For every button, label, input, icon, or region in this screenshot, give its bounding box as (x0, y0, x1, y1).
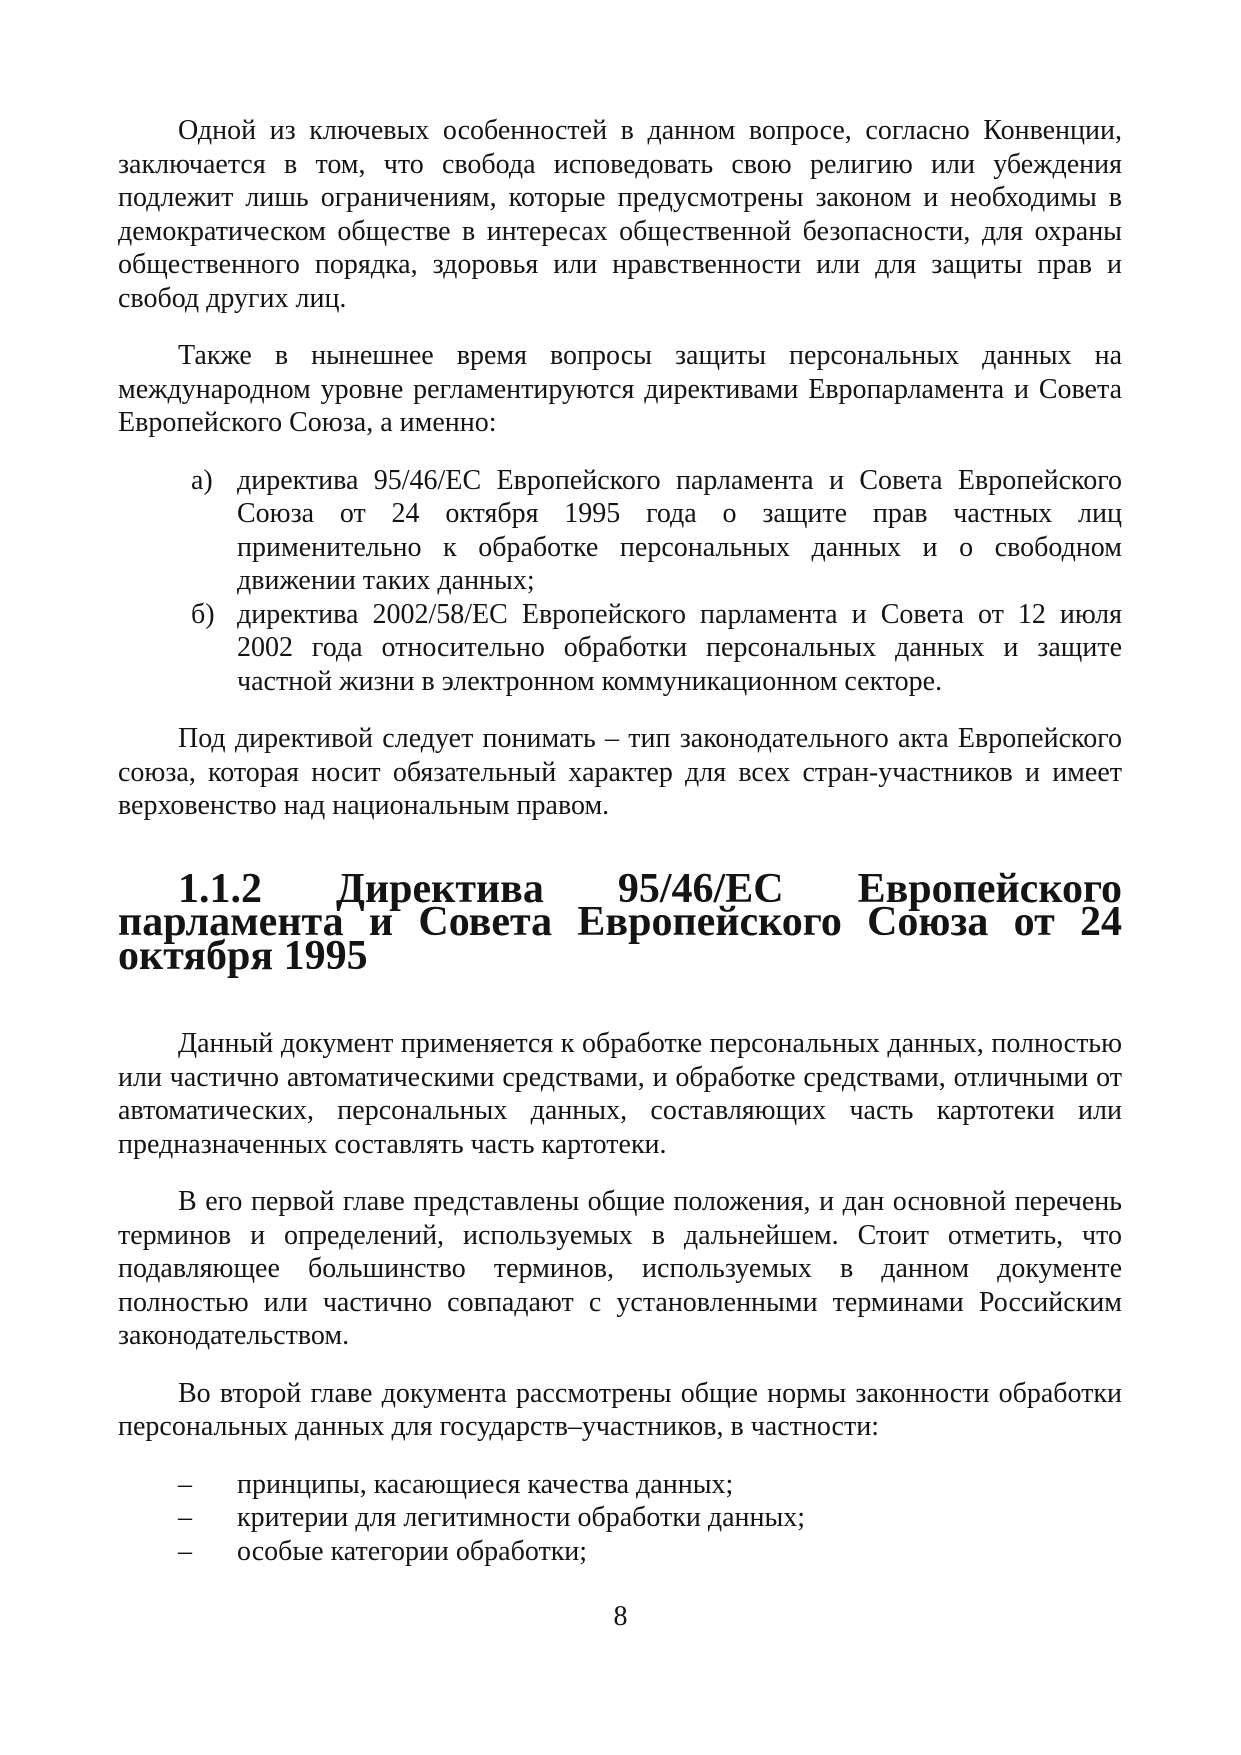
list-item-text: директива 2002/58/ЕС Европейского парламента и Совета от 12 июля 2002 года относительно обработки персональных данных и защите частной жизни в электронном коммуникационном секторе. (237, 598, 1122, 697)
list-marker: б) (191, 598, 215, 630)
paragraph-chapter-one: В его первой главе представлены общие положения, и дан основной перечень терминов и определений, используемых в дальнейшем. Стоит отметить, что подавляющее большинство терминов, используемых в данном документе полностью или частично совпадают с установленными терминами Российским законодательством. (118, 1186, 1122, 1351)
list-item (118, 1535, 1122, 1569)
list-marker: – (178, 1502, 192, 1533)
section-heading: 1.1.2 Директива 95/46/ЕС Европейского парламента и Совета Европейского Союза от 24 октября 1995 (118, 865, 1122, 979)
paragraph-eu-directives-intro: Также в нынешнее время вопросы защиты персональных данных на международном уровне регламентируются директивами Европарламента и Совета Европейского Союза, а именно: (118, 340, 1122, 438)
list-item-text: принципы, касающиеся качества данных; (237, 1468, 734, 1500)
paragraph-convention-restrictions: Одной из ключевых особенностей в данном вопросе, согласно Конвенции, заключается в том, что свобода исповедовать свою религию или убеждения подлежит лишь ограничениям, которые предусмотрены законом и необходимы в демократическом обществе в интересах общественной безопасности, для охраны общественного порядка, здоровья или нравственности или для защиты прав и свобод других лиц. (118, 115, 1122, 314)
list-item (118, 598, 1122, 699)
list-item (118, 1501, 1122, 1535)
list-item (118, 464, 1122, 598)
page-number: 8 (613, 1601, 628, 1632)
paragraph-scope: Данный документ применяется к обработке персональных данных, полностью или частично автоматическими средствами, и обработке средствами, отличными от автоматических, персональных данных, составляющих часть картотеки или предназначенных составлять часть картотеки. (118, 1028, 1122, 1160)
list-marker: – (178, 1468, 192, 1500)
list-marker: – (178, 1535, 192, 1567)
list-marker: а) (191, 464, 213, 496)
list-item-text: критерии для легитимности обработки данных; (237, 1502, 806, 1533)
page-content (118, 114, 1122, 1568)
list-item-text: особые категории обработки; (237, 1535, 588, 1567)
list-item-text: директива 95/46/ЕС Европейского парламента и Совета Европейского Союза от 24 октября 1995 года о защите прав частных лиц применительно к обработке персональных данных и о свободном движении таких данных; (237, 464, 1122, 596)
norms-list (118, 1468, 1122, 1569)
directives-list (118, 464, 1122, 699)
list-item (118, 1468, 1122, 1502)
paragraph-chapter-two: Во второй главе документа рассмотрены общие нормы законности обработки персональных данных для государств–участников, в частности: (118, 1377, 1122, 1442)
paragraph-directive-definition: Под директивой следует понимать – тип законодательного акта Европейского союза, которая носит обязательный характер для всех стран-участников и имеет верховенство над национальным правом. (118, 723, 1122, 821)
